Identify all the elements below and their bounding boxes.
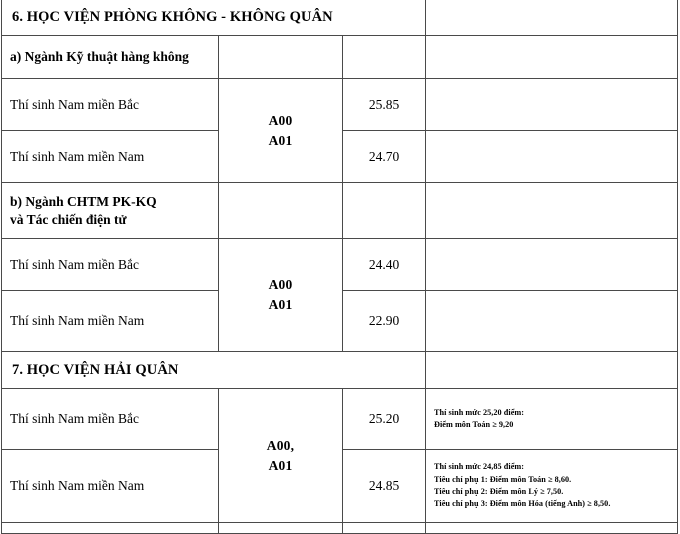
- note-cell: [426, 389, 678, 450]
- major-heading-b-line2: và Tác chiến điện tử: [10, 211, 127, 227]
- note-line: Tiêu chí phụ 1: Điểm môn Toán ≥ 8,60.: [434, 474, 572, 484]
- table-row: [2, 239, 678, 291]
- note-cell: [426, 131, 678, 183]
- combination-line-1: A00,: [266, 437, 295, 453]
- note-cell: [426, 239, 678, 291]
- cell-empty: [219, 523, 343, 534]
- note-line: Thí sinh mức 24,85 điểm:: [434, 462, 525, 472]
- score-value: 24.40: [343, 239, 426, 291]
- cell-empty: [426, 523, 678, 534]
- cell-empty: [426, 0, 678, 36]
- cell-empty: [343, 183, 426, 239]
- combination-line-2: A01: [268, 132, 293, 148]
- note-line: Tiêu chí phụ 2: Điểm môn Lý ≥ 7,50.: [434, 487, 564, 496]
- cell-empty: [426, 36, 678, 79]
- table-row-section-header: [2, 352, 678, 389]
- score-value: 24.85: [343, 450, 426, 523]
- candidate-label: Thí sinh Nam miền Bắc: [2, 389, 219, 450]
- cell-empty: [426, 352, 678, 389]
- table-row-major-heading: [2, 36, 678, 79]
- candidate-label: Thí sinh Nam miền Bắc: [2, 79, 219, 131]
- note-cell: [426, 79, 678, 131]
- cell-empty: [219, 36, 343, 79]
- note-line: Tiêu chí phụ 3: Điểm môn Hóa (tiếng Anh) ≥ 8,50.: [434, 499, 611, 509]
- candidate-label: Thí sinh Nam miền Nam: [2, 291, 219, 352]
- score-value: 24.70: [343, 131, 426, 183]
- note-line: Thí sinh mức 25,20 điểm:: [434, 407, 525, 417]
- combination-cell-a: [219, 79, 343, 183]
- combination-cell-hq: [219, 389, 343, 523]
- cell-empty: [2, 523, 219, 534]
- section-title-6: 6. HỌC VIỆN PHÒNG KHÔNG - KHÔNG QUÂN: [2, 0, 426, 36]
- major-heading-a: a) Ngành Kỹ thuật hàng không: [2, 36, 219, 79]
- admission-score-table: [1, 0, 678, 534]
- cell-empty: [219, 183, 343, 239]
- candidate-label: Thí sinh Nam miền Nam: [2, 450, 219, 523]
- combination-line-1: A00: [268, 277, 293, 293]
- table-row: [2, 389, 678, 450]
- score-value: 22.90: [343, 291, 426, 352]
- table-row-major-heading: [2, 183, 678, 239]
- score-value: 25.20: [343, 389, 426, 450]
- major-heading-b: [2, 183, 219, 239]
- combination-line-1: A00: [268, 112, 293, 128]
- note-cell: [426, 450, 678, 523]
- candidate-label: Thí sinh Nam miền Nam: [2, 131, 219, 183]
- score-value: 25.85: [343, 79, 426, 131]
- candidate-label: Thí sinh Nam miền Bắc: [2, 239, 219, 291]
- combination-cell-b: [219, 239, 343, 352]
- note-line: Điểm môn Toán ≥ 9,20: [434, 420, 514, 429]
- note-cell: [426, 291, 678, 352]
- major-heading-b-line1: b) Ngành CHTM PK-KQ: [10, 194, 157, 210]
- cell-empty: [426, 183, 678, 239]
- section-title-7: 7. HỌC VIỆN HẢI QUÂN: [2, 352, 426, 389]
- table-row: [2, 79, 678, 131]
- combination-line-2: A01: [268, 457, 293, 473]
- table-row-partial-bottom: [2, 523, 678, 534]
- cell-empty: [343, 36, 426, 79]
- cell-empty: [343, 523, 426, 534]
- combination-line-2: A01: [268, 297, 293, 312]
- table-row-section-header: [2, 0, 678, 36]
